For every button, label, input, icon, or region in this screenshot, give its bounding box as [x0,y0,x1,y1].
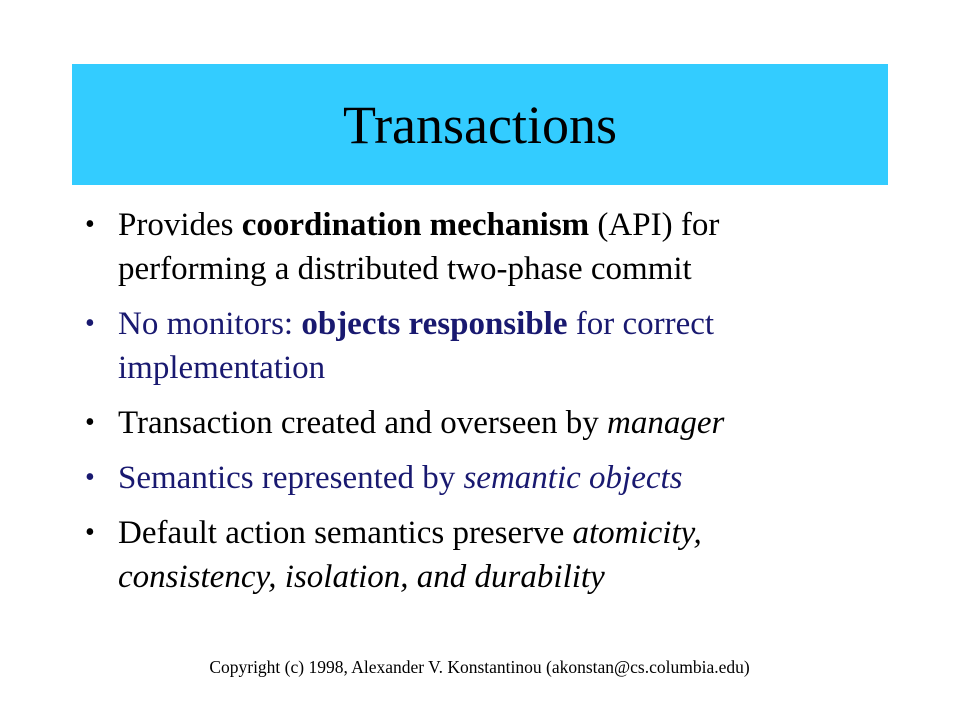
bullet-item-3 [85,401,835,445]
bullet-item-4 [85,456,835,500]
bullet-text-segment: (API) for performing a distributed two-phase commit [118,207,720,287]
bullet-text-segment: Transaction created and overseen by [118,405,608,441]
bullet-text-segment: objects responsible [301,306,568,342]
bullet-item-5 [85,511,835,599]
bullet-list [85,203,835,610]
bullet-text-segment: for correct implementation [118,306,715,386]
bullet-text-segment: Provides [118,207,242,243]
bullet-text-segment: Default action semantics preserve [118,515,573,551]
bullet-item-2 [85,302,835,390]
bullet-text-segment: coordination mechanism [241,207,590,243]
bullet-text-segment: semantic objects [463,460,683,496]
bullet-item-1 [85,203,835,291]
bullet-text-segment: Semantics represented by [118,460,464,496]
bullet-text-segment: manager [607,405,725,441]
bullet-text-segment: atomicity, consistency, isolation, and durability [118,515,702,595]
slide-title: Transactions [342,94,617,155]
bullet-text-segment: No monitors: [118,306,302,342]
copyright-footer: Copyright (c) 1998, Alexander V. Konstantinou (akonstan@cs.columbia.edu) [209,657,750,677]
title-bar [72,64,888,185]
